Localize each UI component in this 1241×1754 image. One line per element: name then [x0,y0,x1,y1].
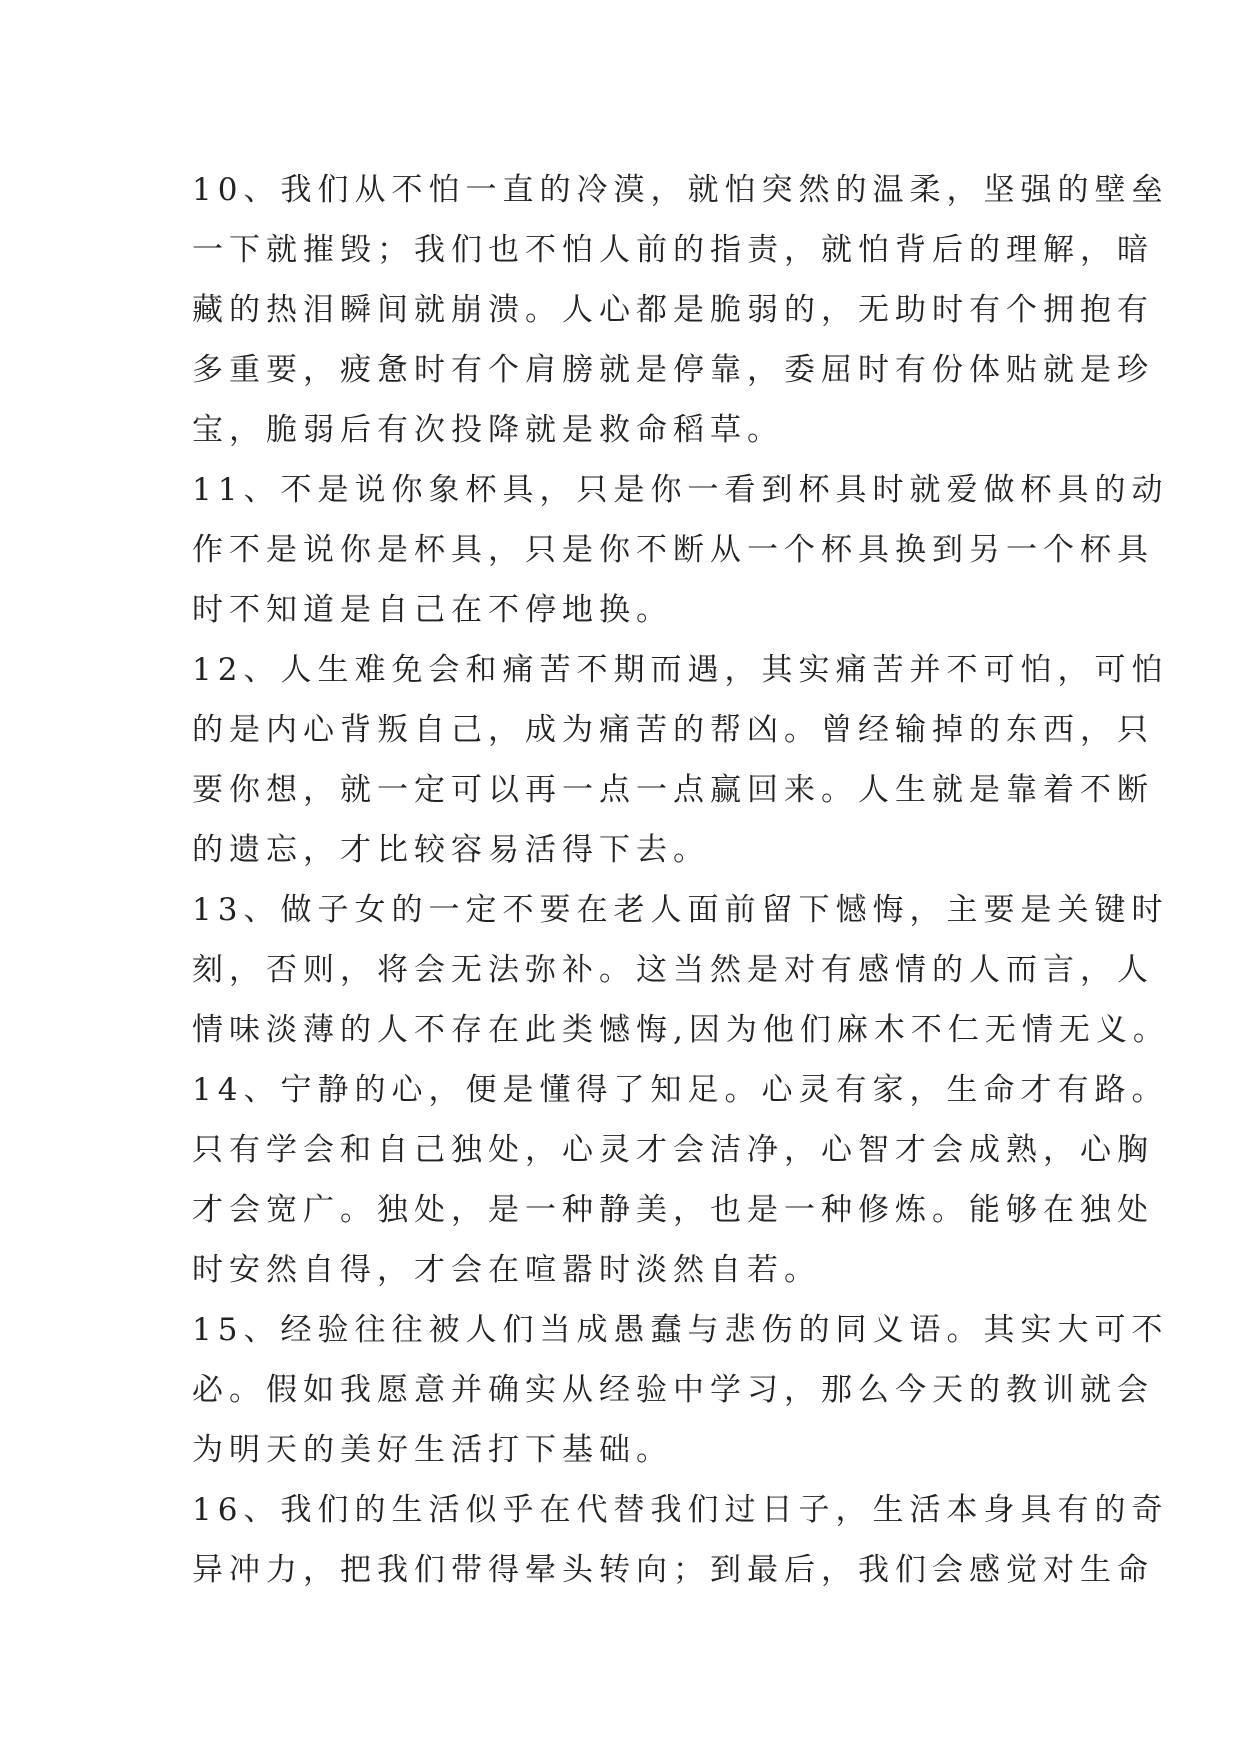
text-line: 一下就摧毁；我们也不怕人前的指责，就怕背后的理解，暗 [192,232,1154,268]
text-line: 多重要，疲惫时有个肩膀就是停靠，委屈时有份体贴就是珍 [192,352,1154,388]
text-line: 10、我们从不怕一直的冷漠，就怕突然的温柔，坚强的壁垒 [192,172,1169,208]
text-line: 要你想，就一定可以再一点一点赢回来。人生就是靠着不断 [192,772,1154,808]
text-line: 14、宁静的心，便是懂得了知足。心灵有家，生命才有路。 [192,1072,1169,1108]
text-line: 必。假如我愿意并确实从经验中学习，那么今天的教训就会 [192,1372,1154,1408]
text-line: 12、人生难免会和痛苦不期而遇，其实痛苦并不可怕，可怕 [192,652,1169,688]
text-line: 16、我们的生活似乎在代替我们过日子，生活本身具有的奇 [192,1492,1169,1528]
text-line: 为明天的美好生活打下基础。 [192,1432,673,1468]
text-line: 11、不是说你象杯具，只是你一看到杯具时就爱做杯具的动 [192,472,1169,508]
text-line: 时安然自得，才会在喧嚣时淡然自若。 [192,1252,821,1288]
text-line: 15、经验往往被人们当成愚蠢与悲伤的同义语。其实大可不 [192,1312,1169,1348]
text-line: 异冲力，把我们带得晕头转向；到最后，我们会感觉对生命 [192,1552,1154,1588]
text-line: 作不是说你是杯具，只是你不断从一个杯具换到另一个杯具 [192,532,1154,568]
text-line: 宝，脆弱后有次投降就是救命稻草。 [192,412,784,448]
text-line: 才会宽广。独处，是一种静美，也是一种修炼。能够在独处 [192,1192,1154,1228]
document-body [192,160,1170,1600]
text-line: 13、做子女的一定不要在老人面前留下憾悔，主要是关键时 [192,892,1169,928]
text-line: 藏的热泪瞬间就崩溃。人心都是脆弱的，无助时有个拥抱有 [192,292,1154,328]
text-line: 的遗忘，才比较容易活得下去。 [192,832,710,868]
text-line: 时不知道是自己在不停地换。 [192,592,673,628]
text-line: 的是内心背叛自己，成为痛苦的帮凶。曾经输掉的东西，只 [192,712,1154,748]
text-line: 情味淡薄的人不存在此类憾悔,因为他们麻木不仁无情无义。 [192,1012,1170,1048]
text-line: 只有学会和自己独处，心灵才会洁净，心智才会成熟，心胸 [192,1132,1154,1168]
text-line: 刻，否则，将会无法弥补。这当然是对有感情的人而言，人 [192,952,1154,988]
